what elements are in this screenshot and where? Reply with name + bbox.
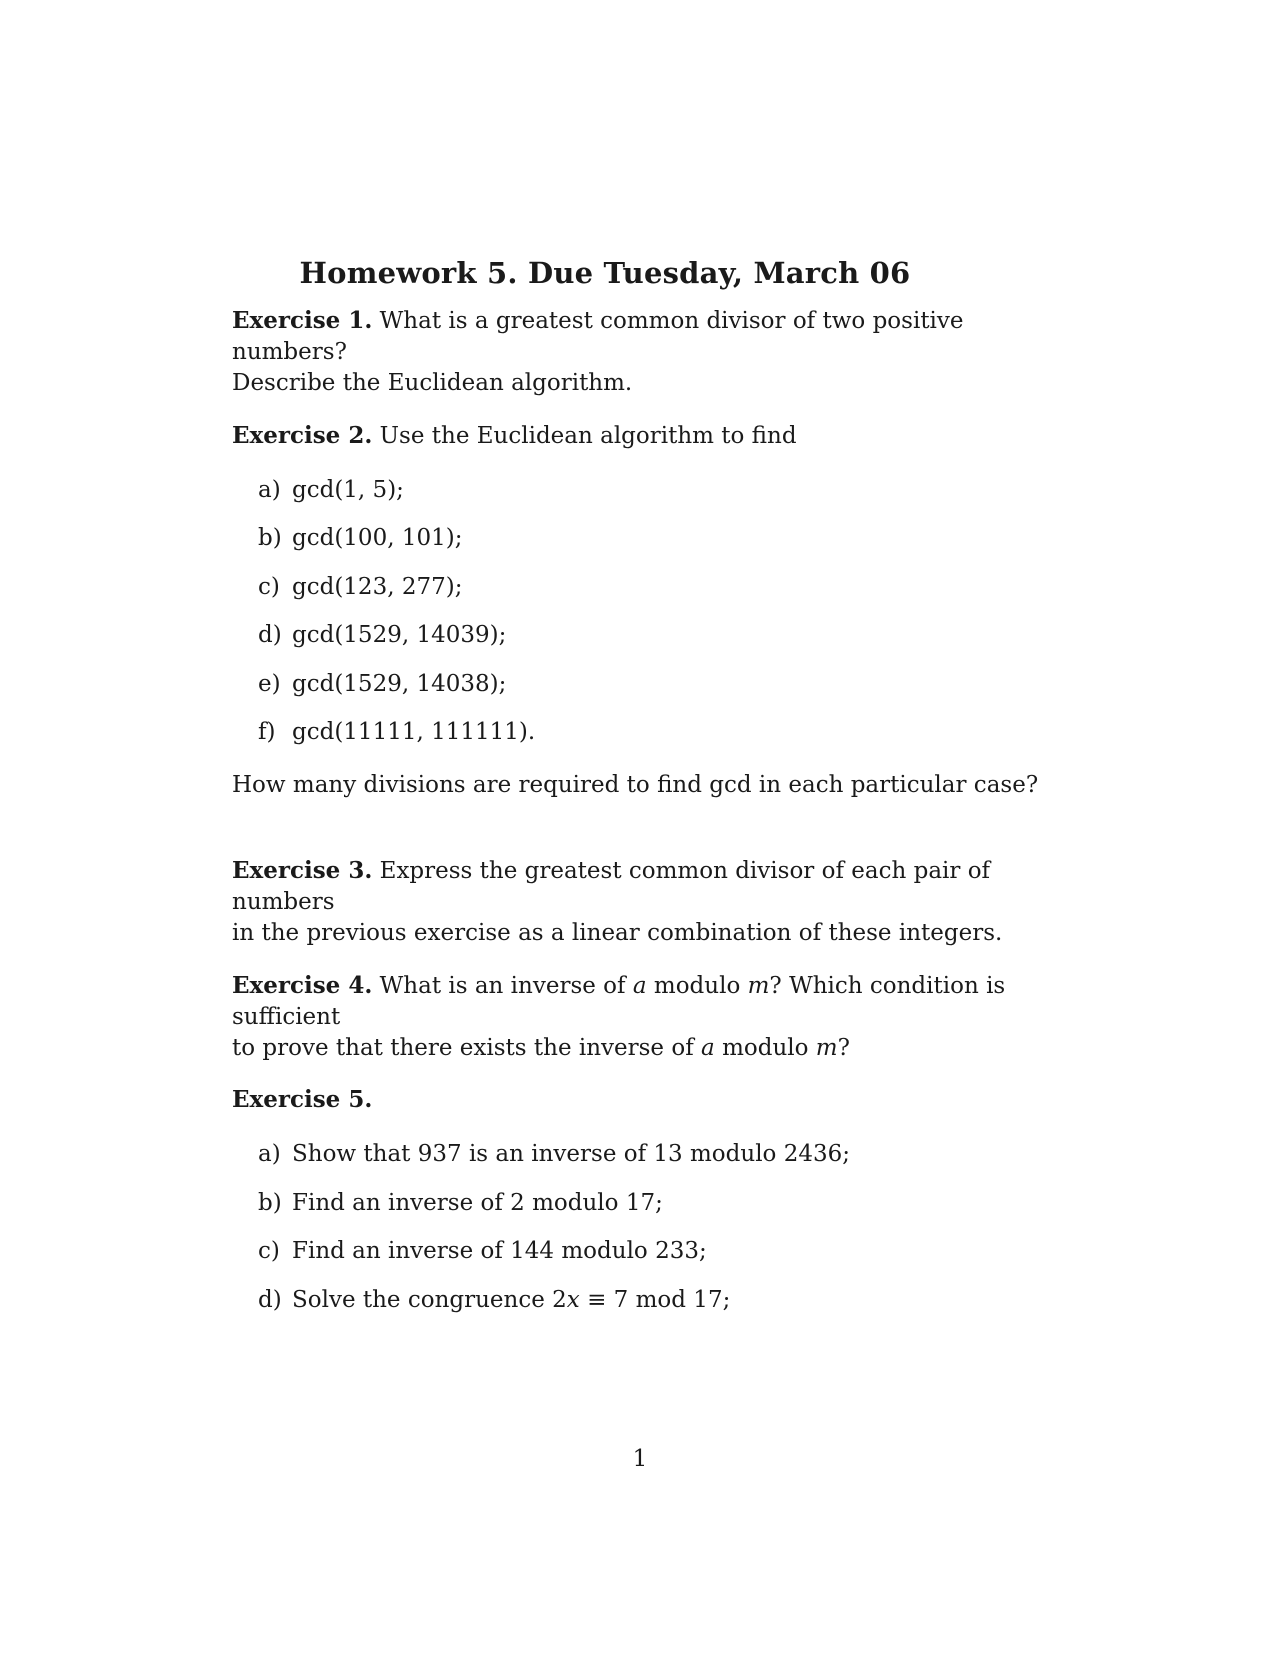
exercise-3-label: Exercise 3. xyxy=(232,857,373,884)
exercise-3-text-1: Express the greatest common divisor of each pair of numbers xyxy=(232,858,991,915)
math-variable-a: a xyxy=(632,973,647,999)
list-marker: e) xyxy=(258,671,281,697)
list-item-text: gcd(1529, 14038); xyxy=(292,671,507,697)
exercise-2-followup: How many divisions are required to find gcd in each particular case? xyxy=(232,772,1039,798)
page-number: 1 xyxy=(632,1446,648,1472)
math-variable-m: m xyxy=(815,1035,838,1061)
exercise-5-label: Exercise 5. xyxy=(232,1086,373,1113)
exercise-5-heading xyxy=(232,1084,1052,1116)
exercise-2-heading xyxy=(232,420,1052,452)
list-marker: f) xyxy=(258,719,276,745)
exercise-2-label: Exercise 2. xyxy=(232,422,373,449)
exercise-2-item-a xyxy=(258,475,404,506)
list-item-text: gcd(1, 5); xyxy=(292,477,404,503)
list-item-text: gcd(123, 277); xyxy=(292,574,463,600)
list-marker: d) xyxy=(258,622,282,648)
exercise-5-item-d xyxy=(258,1285,730,1316)
math-variable-a: a xyxy=(701,1035,715,1061)
list-item-text: Find an inverse of 144 modulo 233; xyxy=(292,1238,707,1264)
exercise-1 xyxy=(232,305,1052,399)
exercise-2-intro: Use the Euclidean algorithm to find xyxy=(379,423,797,449)
exercise-2-item-d xyxy=(258,620,506,651)
exercise-2-item-f xyxy=(258,717,535,748)
exercise-1-label: Exercise 1. xyxy=(232,307,373,334)
exercise-5-item-b xyxy=(258,1188,663,1219)
list-item-text: Solve the congruence 2 xyxy=(292,1287,567,1313)
exercise-2-item-c xyxy=(258,572,462,603)
list-marker: a) xyxy=(258,1141,281,1167)
exercise-4-text: modulo xyxy=(653,973,741,999)
exercise-2-item-b xyxy=(258,523,462,554)
exercise-5-item-c xyxy=(258,1236,707,1267)
exercise-4-text: ? Which condition is sufficient xyxy=(232,973,1006,1030)
list-item-text: gcd(100, 101); xyxy=(292,525,463,551)
list-marker: a) xyxy=(258,477,281,503)
list-marker: b) xyxy=(258,1190,282,1216)
exercise-3-text-2: in the previous exercise as a linear combination of these integers. xyxy=(232,920,1003,946)
list-item-text: Find an inverse of 2 modulo 17; xyxy=(292,1190,663,1216)
list-item-text: ≡ 7 mod 17; xyxy=(579,1287,731,1313)
exercise-4-text: modulo xyxy=(722,1035,809,1061)
exercise-3-line-1 xyxy=(232,855,1052,918)
page-title: Homework 5. Due Tuesday, March 06 xyxy=(299,256,911,290)
list-marker: c) xyxy=(258,574,280,600)
list-item-text: gcd(11111, 111111). xyxy=(292,719,536,745)
exercise-2-item-e xyxy=(258,669,506,700)
list-item-text: Show that 937 is an inverse of 13 modulo 2436; xyxy=(292,1141,850,1167)
exercise-1-line-1 xyxy=(232,305,1052,368)
list-item-text: gcd(1529, 14039); xyxy=(292,622,507,648)
exercise-4 xyxy=(232,970,1052,1064)
exercise-1-text-2: Describe the Euclidean algorithm. xyxy=(232,370,633,396)
list-marker: b) xyxy=(258,525,282,551)
list-marker: c) xyxy=(258,1238,280,1264)
exercise-4-text: ? xyxy=(837,1035,850,1061)
exercise-4-text: What is an inverse of xyxy=(379,973,626,999)
math-variable-m: m xyxy=(747,973,770,999)
math-variable-x: x xyxy=(566,1287,580,1313)
exercise-4-line-2 xyxy=(232,1033,1052,1064)
exercise-3 xyxy=(232,855,1052,949)
exercise-5-item-a xyxy=(258,1139,850,1170)
exercise-1-text-1: What is a greatest common divisor of two positive numbers? xyxy=(232,308,964,365)
list-marker: d) xyxy=(258,1287,282,1313)
exercise-4-text: to prove that there exists the inverse of xyxy=(232,1035,694,1061)
exercise-4-label: Exercise 4. xyxy=(232,972,373,999)
exercise-4-line-1 xyxy=(232,970,1052,1033)
